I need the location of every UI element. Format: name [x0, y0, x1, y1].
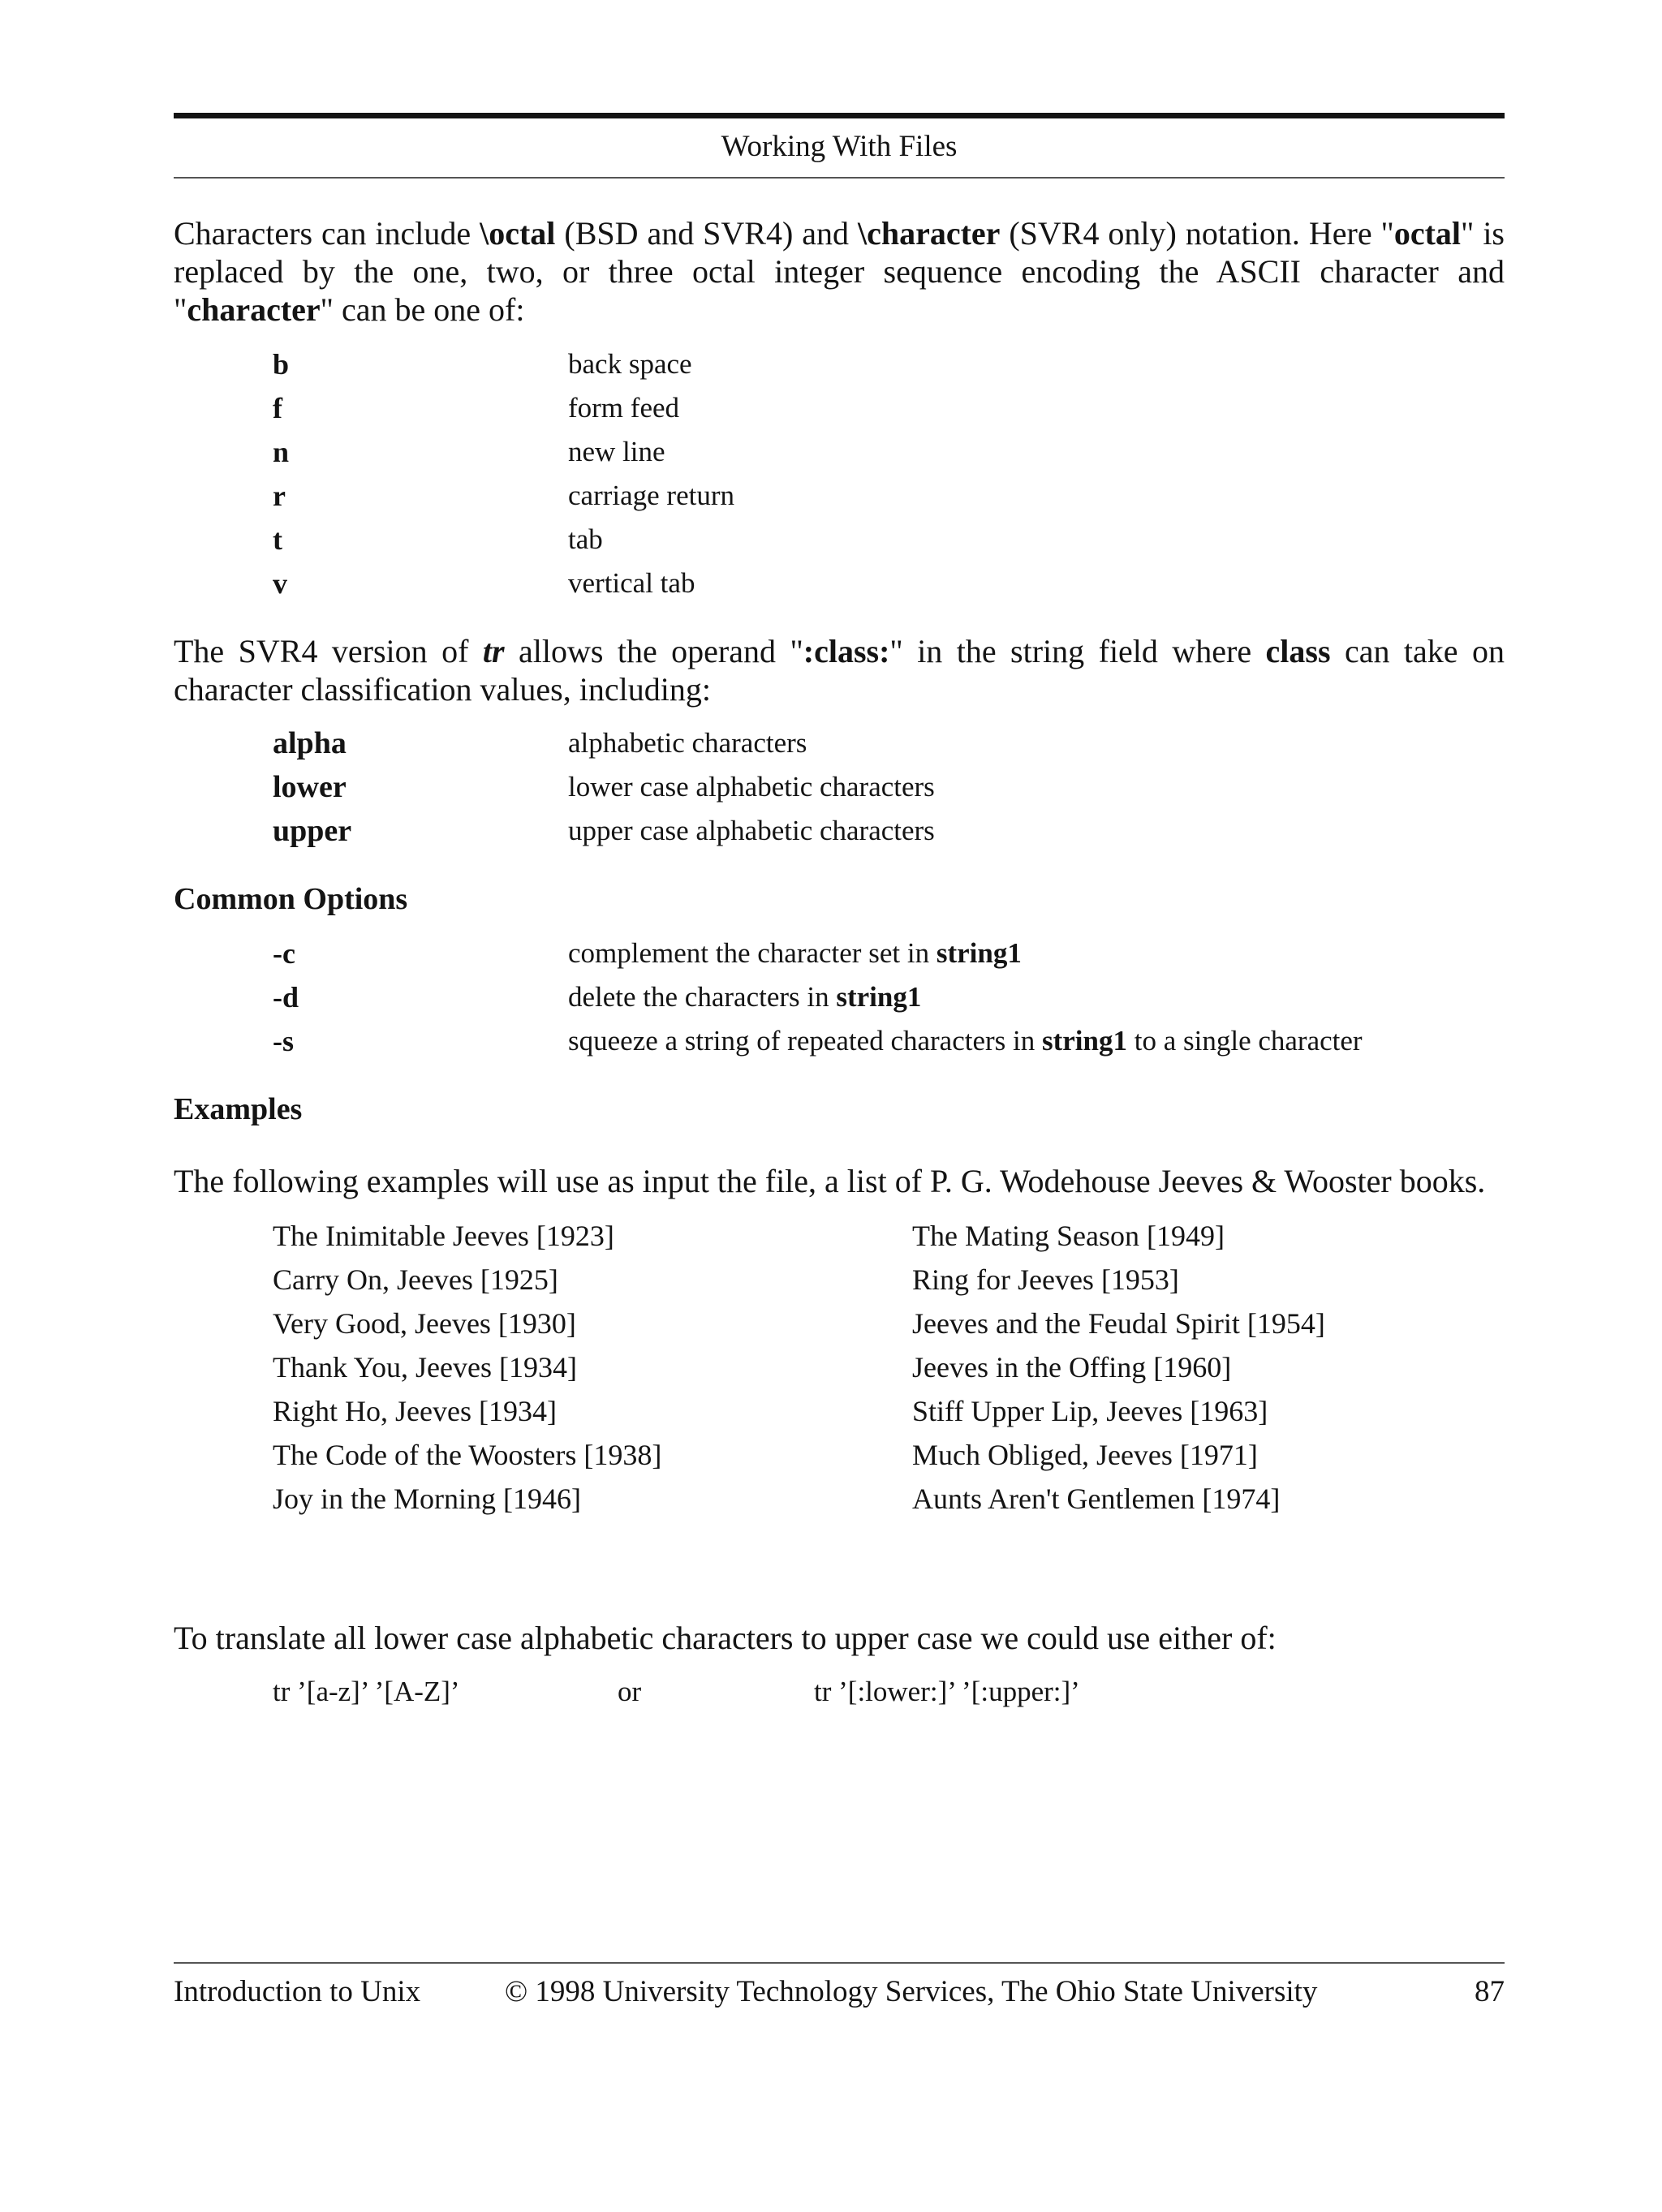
class-row — [273, 809, 1490, 853]
class-desc: upper case alphabetic characters — [568, 815, 935, 846]
book-column-right — [912, 1214, 1325, 1521]
svr4-text: can take on character classification values, including: — [174, 633, 1505, 708]
class-key: upper — [273, 814, 352, 848]
option-flag: -d — [273, 981, 299, 1013]
option-row — [273, 1019, 1490, 1063]
book-item: Jeeves and the Feudal Spirit [1954] — [912, 1307, 1325, 1340]
option-flag: -c — [273, 937, 295, 970]
intro-text: (SVR4 only) notation. Here " — [1000, 215, 1394, 252]
header-rule-thin — [174, 177, 1505, 179]
footer-rule — [174, 1962, 1505, 1964]
book-item: Ring for Jeeves [1953] — [912, 1263, 1179, 1296]
header-rule-thick — [174, 113, 1505, 118]
class-table — [273, 721, 1490, 853]
intro-bold: octal — [1393, 215, 1462, 252]
escape-row — [273, 430, 1490, 474]
escape-table — [273, 342, 1490, 605]
svr4-bold: class — [1265, 633, 1331, 669]
book-item: Much Obliged, Jeeves [1971] — [912, 1439, 1258, 1471]
svr4-bold: :class: — [803, 633, 890, 669]
footer-copyright: © 1998 University Technology Services, The Ohio State University — [505, 1975, 1318, 2008]
book-item: Aunts Aren't Gentlemen [1974] — [912, 1483, 1281, 1515]
intro-bold: character — [187, 291, 321, 328]
option-desc-bold: string1 — [1042, 1025, 1127, 1057]
escape-desc: new line — [568, 436, 665, 467]
intro-text: " can be one of: — [320, 291, 525, 328]
book-item: Carry On, Jeeves [1925] — [273, 1263, 558, 1296]
option-desc-text: to a single character — [1127, 1025, 1363, 1057]
class-row — [273, 765, 1490, 809]
option-desc — [568, 932, 1022, 975]
escape-key: v — [273, 567, 287, 600]
options-table — [273, 932, 1490, 1063]
book-column-left — [273, 1214, 661, 1521]
svr4-text: " in the string field where — [889, 633, 1266, 669]
escape-key: r — [273, 480, 286, 512]
escape-key: t — [273, 523, 282, 556]
escape-row — [273, 562, 1490, 605]
running-header: Working With Files — [721, 130, 958, 163]
translate-paragraph: To translate all lower case alphabetic characters to upper case we could use either of: — [174, 1620, 1277, 1656]
class-desc: alphabetic characters — [568, 727, 807, 759]
intro-bold: \character — [857, 215, 1001, 252]
svr4-text: allows the operand " — [504, 633, 803, 669]
option-desc-bold: string1 — [836, 981, 922, 1013]
book-item: Stiff Upper Lip, Jeeves [1963] — [912, 1395, 1268, 1427]
option-desc — [568, 1019, 1363, 1063]
option-row — [273, 975, 1490, 1019]
option-desc-bold: string1 — [936, 937, 1022, 969]
escape-desc: tab — [568, 523, 603, 555]
section-heading-common-options: Common Options — [174, 882, 408, 916]
book-item: Thank You, Jeeves [1934] — [273, 1351, 577, 1384]
escape-row — [273, 342, 1490, 386]
intro-paragraph — [174, 214, 1505, 329]
command-example-1: tr ’[a-z]’ ’[A-Z]’ — [273, 1676, 460, 1707]
escape-row — [273, 518, 1490, 562]
tr-command: tr — [482, 633, 505, 669]
escape-key: n — [273, 436, 290, 468]
class-desc: lower case alphabetic characters — [568, 771, 935, 803]
class-row — [273, 721, 1490, 765]
svr4-paragraph — [174, 632, 1505, 708]
intro-text: " is replaced by the one, two, or three octal integer sequence encoding the ASCII character and " — [174, 215, 1505, 328]
option-desc-text: squeeze a string of repeated characters in — [568, 1025, 1042, 1057]
book-item: Very Good, Jeeves [1930] — [273, 1307, 576, 1340]
book-item: Jeeves in the Offing [1960] — [912, 1351, 1232, 1384]
option-desc-text: delete the characters in — [568, 981, 837, 1013]
option-desc — [568, 975, 921, 1019]
book-item: The Code of the Woosters [1938] — [273, 1439, 662, 1471]
command-or: or — [618, 1676, 642, 1707]
escape-desc: form feed — [568, 392, 680, 424]
footer-left: Introduction to Unix — [174, 1975, 421, 2008]
escape-row — [273, 474, 1490, 518]
book-item: Right Ho, Jeeves [1934] — [273, 1395, 557, 1427]
escape-desc: vertical tab — [568, 567, 695, 599]
command-example-2: tr ’[:lower:]’ ’[:upper:]’ — [814, 1676, 1080, 1707]
escape-key: f — [273, 392, 282, 424]
book-item: Joy in the Morning [1946] — [273, 1483, 581, 1515]
intro-text: Characters can include — [174, 215, 480, 252]
option-flag: -s — [273, 1025, 294, 1057]
book-item: The Inimitable Jeeves [1923] — [273, 1220, 614, 1252]
svr4-text: The SVR4 version of — [174, 633, 483, 669]
book-item: The Mating Season [1949] — [912, 1220, 1225, 1252]
intro-bold: \octal — [480, 215, 556, 252]
class-key: alpha — [273, 726, 347, 760]
option-row — [273, 932, 1490, 975]
escape-key: b — [273, 348, 290, 381]
intro-text: (BSD and SVR4) and — [555, 215, 858, 252]
escape-desc: carriage return — [568, 480, 734, 511]
escape-desc: back space — [568, 348, 692, 380]
section-heading-examples: Examples — [174, 1092, 303, 1126]
page-number: 87 — [1475, 1975, 1505, 2008]
examples-intro: The following examples will use as input the file, a list of P. G. Wodehouse Jeeves & Wooster books. — [174, 1163, 1486, 1199]
escape-row — [273, 386, 1490, 430]
class-key: lower — [273, 770, 347, 804]
option-desc-text: complement the character set in — [568, 937, 936, 969]
